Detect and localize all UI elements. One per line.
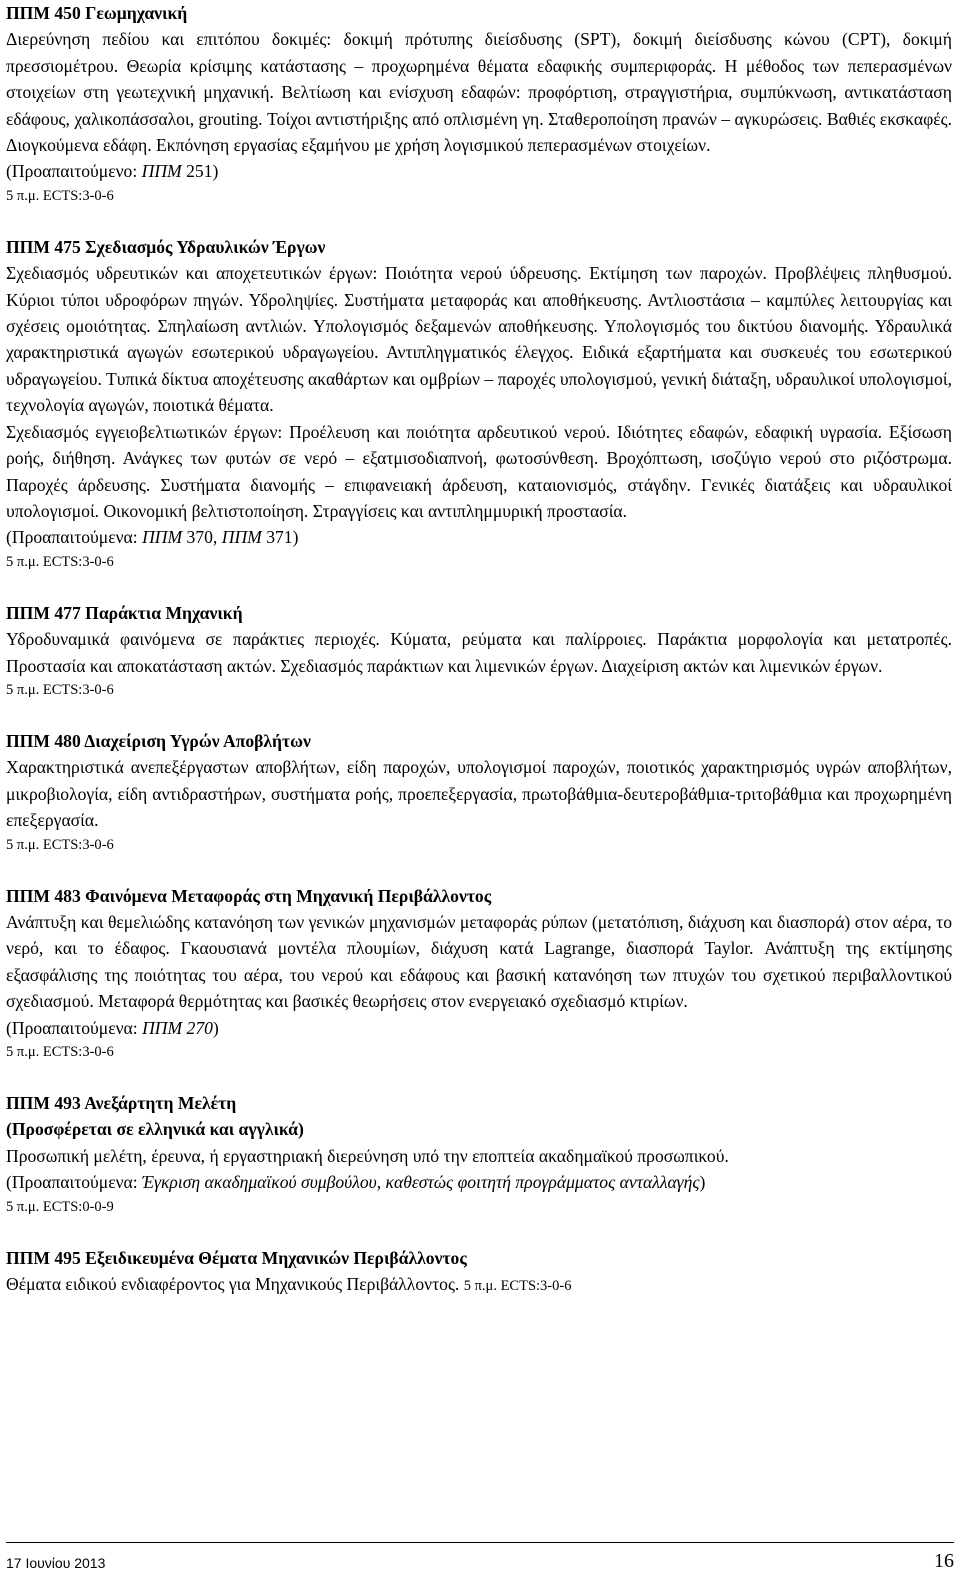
- course-475: [6, 234, 952, 573]
- course-477: [6, 600, 952, 701]
- course-title: ΠΠΜ 480 Διαχείριση Υγρών Αποβλήτων: [6, 730, 311, 751]
- course-prerequisites: (Προαπαιτούμενα: ΠΠΜ 370, ΠΠΜ 371): [6, 527, 299, 548]
- course-credits: 5 π.μ. ECTS:3-0-6: [6, 836, 114, 853]
- course-prerequisites: (Προαπαιτούμενα: Έγκριση ακαδημαϊκού συμβούλου, καθεστώς φοιτητή προγράμματος ανταλλαγής): [6, 1172, 706, 1193]
- course-description: Διερεύνηση πεδίου και επιτόπου δοκιμές: δοκιμή πρότυπης διείσδυσης (SPT), δοκιμή διείσδυσης κώνου (CPT), δοκιμή πρεσσιομέτρου. Θεωρία κρίσιμης κατάστασης – προχωρημένα θέματα εδαφικής συμπεριφοράς. Η μέθοδος των πεπερασμένων στοιχείων στη γεωτεχνική μηχανική. Βελτίωση και ενίσχυση εδαφών: προφόρτιση, στραγγιστήρια, συμπύκνωση, αντικατάσταση εδάφους, χαλικοπάσσαλοι, grouting. Τοίχοι αντιστήριξης από οπλισμένη γη. Σταθεροποίηση πρανών – αγκυρώσεις. Βαθιές εκσκαφές. Διογκούμενα εδάφη. Εκπόνηση εργασίας εξαμήνου με χρήση λογισμικού πεπερασμένων στοιχείων.: [6, 29, 952, 156]
- course-description: Προσωπική μελέτη, έρευνα, ή εργαστηριακή διερεύνηση υπό την εποπτεία ακαδημαϊκού προσωπικού.: [6, 1145, 729, 1166]
- course-title: ΠΠΜ 475 Σχεδιασμός Υδραυλικών Έργων: [6, 236, 326, 257]
- page-footer: [6, 1542, 954, 1573]
- course-title: ΠΠΜ 483 Φαινόμενα Μεταφοράς στη Μηχανική Περιβάλλοντος: [6, 885, 492, 906]
- course-450: [6, 0, 952, 207]
- course-prerequisites: (Προαπαιτούμενο: ΠΠΜ 251): [6, 161, 219, 182]
- course-description: Ανάπτυξη και θεμελιώδης κατανόηση των γενικών μηχανισμών μεταφοράς ρύπων (μετατόπιση, διάχυση και διασπορά) στον αέρα, το νερό, και το έδαφος. Γκαουσιανά μοντέλα πλουμίων, διάχυση κατά Lagrange, διασπορά Taylor. Ανάπτυξη της εκτίμησης εξασφάλισης της ποιότητας του αέρα, του νερού και εδάφους και βασική κατανόηση των πτυχών του σχετικού περιβαλλοντικού σχεδιασμού. Μεταφορά θερμότητας και βασικές θεωρήσεις στον ενεργειακό σχεδιασμό κτιρίων.: [6, 911, 952, 1012]
- course-483: [6, 883, 952, 1063]
- course-493: [6, 1090, 952, 1218]
- course-subtitle: (Προσφέρεται σε ελληνικά και αγγλικά): [6, 1119, 304, 1140]
- course-description-with-credits: Θέματα ειδικού ενδιαφέροντος για Μηχανικούς Περιβάλλοντος. 5 π.μ. ECTS:3-0-6: [6, 1274, 572, 1295]
- course-credits: 5 π.μ. ECTS:3-0-6: [6, 681, 114, 698]
- footer-date: 17 Ιουνίου 2013: [6, 1555, 106, 1571]
- page-number: 16: [934, 1550, 954, 1572]
- course-title: ΠΠΜ 493 Ανεξάρτητη Μελέτη: [6, 1093, 237, 1113]
- course-description-2: Σχεδιασμός εγγειοβελτιωτικών έργων: Προέλευση και ποιότητα αρδευτικού νερού. Ιδιότητες εδαφών, εδαφική υγρασία. Εξίσωση ροής, διήθηση. Ανάγκες των φυτών σε νερό – εξατμισοδιαπνοή, φωτοσύνθεση. Βροχόπτωση, ισοζύγιο νερού στο ριζόστρωμα. Παροχές άρδευσης. Συστήματα διανομής – επιφανειακή άρδευση, καταιονισμός, στάγδην. Γενικές διατάξεις και υδραυλικοί υπολογισμοί. Οικονομική βελτιστοποίηση. Στραγγίσεις και αντιπλημμυρική προστασία.: [6, 421, 952, 521]
- course-credits: 5 π.μ. ECTS:3-0-6: [463, 1278, 572, 1295]
- course-description: Υδροδυναμικά φαινόμενα σε παράκτιες περιοχές. Κύματα, ρεύματα και παλίρροιες. Παράκτια μορφολογία και μετατροπές. Προστασία και αποκατάσταση ακτών. Σχεδιασμός παράκτιων και λιμενικών έργων. Διαχείριση ακτών και λιμενικών έργων.: [6, 629, 952, 676]
- course-credits: 5 π.μ. ECTS:3-0-6: [6, 553, 114, 570]
- course-prerequisites: (Προαπαιτούμενα: ΠΠΜ 270): [6, 1017, 219, 1038]
- course-description: Χαρακτηριστικά ανεπεξέργαστων αποβλήτων, είδη παροχών, υπολογισμοί παροχών, ποιοτικός χαρακτηρισμός υγρών αποβλήτων, μικροβιολογία, είδη αντιδραστήρων, συστήματα ροής, προεπεξεργασία, πρωτοβάθμια-δευτεροβάθμια-τριτοβάθμια και προχωρημένη επεξεργασία.: [6, 757, 952, 831]
- course-title: ΠΠΜ 495 Εξειδικευμένα Θέματα Μηχανικών Περιβάλλοντος: [6, 1247, 467, 1268]
- course-description: Σχεδιασμός υδρευτικών και αποχετευτικών έργων: Ποιότητα νερού ύδρευσης. Εκτίμηση των παροχών. Προβλέψεις πληθυσμού. Κύριοι τύποι υδροφόρων πηγών. Υδροληψίες. Συστήματα μεταφοράς και αποθήκευσης. Αντλιοστάσια – καμπύλες λειτουργίας και σχέσεις ομοιότητας. Σπηλαίωση αντλιών. Υπολογισμός δεξαμενών αποθήκευσης. Υπολογισμός του δικτύου διανομής. Υδραυλικά χαρακτηριστικά αγωγών εσωτερικού υδραγωγείου. Αντιπληγματικός έλεγχος. Ειδικά εξαρτήματα και συσκευές του εσωτερικού υδραγωγείου. Τυπικά δίκτυα αποχέτευσης ακαθάρτων και ομβρίων – παροχές υπολογισμού, γενική διάταξη, υδραυλικοί υπολογισμοί, τεχνολογία αγωγών, ποιοτικά θέματα.: [6, 263, 952, 416]
- course-title: ΠΠΜ 477 Παράκτια Μηχανική: [6, 602, 243, 623]
- document-body: [6, 0, 952, 1297]
- course-credits: 5 π.μ. ECTS:3-0-6: [6, 1044, 114, 1060]
- course-credits: 5 π.μ. ECTS:3-0-6: [6, 187, 114, 204]
- course-480: [6, 728, 952, 856]
- course-495: [6, 1245, 952, 1298]
- course-credits: 5 π.μ. ECTS:0-0-9: [6, 1198, 114, 1215]
- course-title: ΠΠΜ 450 Γεωμηχανική: [6, 3, 188, 23]
